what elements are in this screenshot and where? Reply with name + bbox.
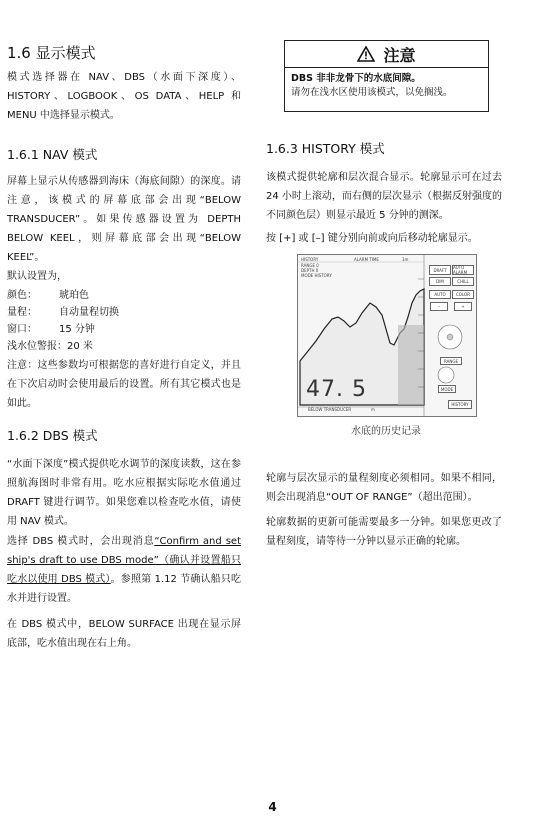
warning-box xyxy=(284,40,489,112)
settings-note: 注意：这些参数均可根据您的喜好进行自定义，并且在下次启动时会使用最后的设置。所有其它模式也是如此。 xyxy=(7,360,241,409)
default-value: 琥珀色 xyxy=(59,290,89,301)
default-value: 自动量程切换 xyxy=(59,307,119,318)
plus-button[interactable]: + xyxy=(454,302,472,311)
out-of-range-para: 轮廓与层次显示的量程刻度必须相同。如果不相同，则会出现消息“OUT OF RANGE”（超出范围）。 xyxy=(266,473,502,503)
default-key: 颜色： xyxy=(7,290,37,301)
default-window xyxy=(7,321,241,338)
mode-button[interactable]: MODE xyxy=(438,385,456,393)
warning-title: 注意 xyxy=(383,45,416,65)
section-1-6-2-confirm-para xyxy=(7,532,241,608)
screen-info-1: RANGE 0 xyxy=(301,263,319,268)
draft-button[interactable]: DRAFT xyxy=(429,265,451,275)
figure-caption: 水底的历史记录 xyxy=(351,426,421,437)
default-color xyxy=(7,287,241,304)
section-1-6-2-title: 1.6.2 DBS 模式 xyxy=(7,428,98,443)
default-range xyxy=(7,304,241,321)
section-1-6-title: 1.6 显示模式 xyxy=(7,44,96,62)
section-1-6-text: 模式选择器在 NAV、DBS（水面下深度）、HISTORY、LOGBOOK、OS DATA、HELP 和 MENU 中选择显示模式。 xyxy=(7,72,241,121)
shallow-alarm: 浅水位警报：20 米 xyxy=(7,341,93,352)
warning-triangle-icon xyxy=(357,46,375,62)
default-key: 窗口： xyxy=(7,324,37,335)
warning-line-1: DBS 非非龙骨下的水底间隙。 xyxy=(291,73,421,84)
default-value: 15 分钟 xyxy=(59,324,95,335)
warning-line-2: 请勿在浅水区使用该模式，以免搁浅。 xyxy=(291,87,453,98)
minus-button[interactable]: – xyxy=(430,302,448,311)
default-key: 量程： xyxy=(7,307,37,318)
auto-alarm-button[interactable]: AUTO ALARM xyxy=(452,265,474,275)
screen-mode-label: HISTORY xyxy=(301,257,319,262)
section-1-6-1-title: 1.6.1 NAV 模式 xyxy=(7,147,98,162)
confirm-para-lead: 选择 DBS 模式时，会出现消息 xyxy=(7,536,155,547)
section-1-6-3-text: 该模式提供轮廓和层次混合显示。轮廓显示可在过去 24 小时上滚动，而右侧的层次显示（根据反射强度的不同颜色层）则显示最近 5 分钟的测深。 xyxy=(266,172,502,221)
section-1-6-2-below-surface: 在 DBS 模式中，BELOW SURFACE 出现在显示屏底部，吃水值出现在右上角。 xyxy=(7,619,241,649)
screen-info-3: MODE HISTORY xyxy=(301,273,332,278)
section-1-6-2-text: “水面下深度”模式提供吃水调节的深度读数，这在参照航海图时非常有用。吃水应根据实际吃水值通过 DRAFT 键进行调节。如果您难以检查吃水值，请使用 NAV 模式。 xyxy=(7,459,241,527)
defaults-list xyxy=(7,287,241,355)
defaults-title: 默认设置为， xyxy=(7,271,67,282)
history-screen-figure xyxy=(297,254,477,417)
screen-alarm-label: ALARM TIME xyxy=(354,257,379,262)
below-transducer-label: BELOW TRANSDUCER xyxy=(308,407,352,412)
screen-scale-label: 1m xyxy=(402,257,409,262)
section-1-6-3-title: 1.6.3 HISTORY 模式 xyxy=(266,141,385,156)
history-button[interactable]: HISTORY xyxy=(448,400,472,409)
profile-update-para: 轮廓数据的更新可能需要最多一分钟。如果您更改了量程刻度，请等待一分钟以显示正确的轮廓。 xyxy=(266,517,502,547)
screen-info-2: DEPTH 0 xyxy=(301,268,319,273)
confirm-para-tail: 。参照第 1.12 节确认船只吃水并进行设置。 xyxy=(7,574,241,604)
color-button[interactable]: COLOR xyxy=(452,290,474,299)
auto-button[interactable]: AUTO xyxy=(429,290,451,299)
dim-button[interactable]: DIM xyxy=(429,277,451,286)
warning-header xyxy=(285,41,488,68)
warning-body xyxy=(285,68,488,104)
chill-button[interactable]: CHILL xyxy=(452,277,474,286)
section-1-6-3-keys: 按 [+] 或 [–] 键分别向前或向后移动轮廓显示。 xyxy=(266,233,478,244)
range-button[interactable]: RANGE xyxy=(440,357,462,365)
confirm-message-link[interactable]: “Confirm and set ship's draft to use DBS mode”（确认并设置船只吃水以使用 DBS 模式） xyxy=(7,536,241,585)
depth-readout: 47. 5 xyxy=(306,377,367,402)
section-1-6-1-text: 屏幕上显示从传感器到海床（海底间隙）的深度。请注意，该模式的屏幕底部会出现“BELOW TRANSDUCER”。如果传感器设置为 DEPTH BELOW KEEL，则屏幕底部会出现“BELOW KEEL”。 xyxy=(7,176,241,263)
page-number: 4 xyxy=(268,800,277,814)
depth-unit: m xyxy=(371,407,375,412)
